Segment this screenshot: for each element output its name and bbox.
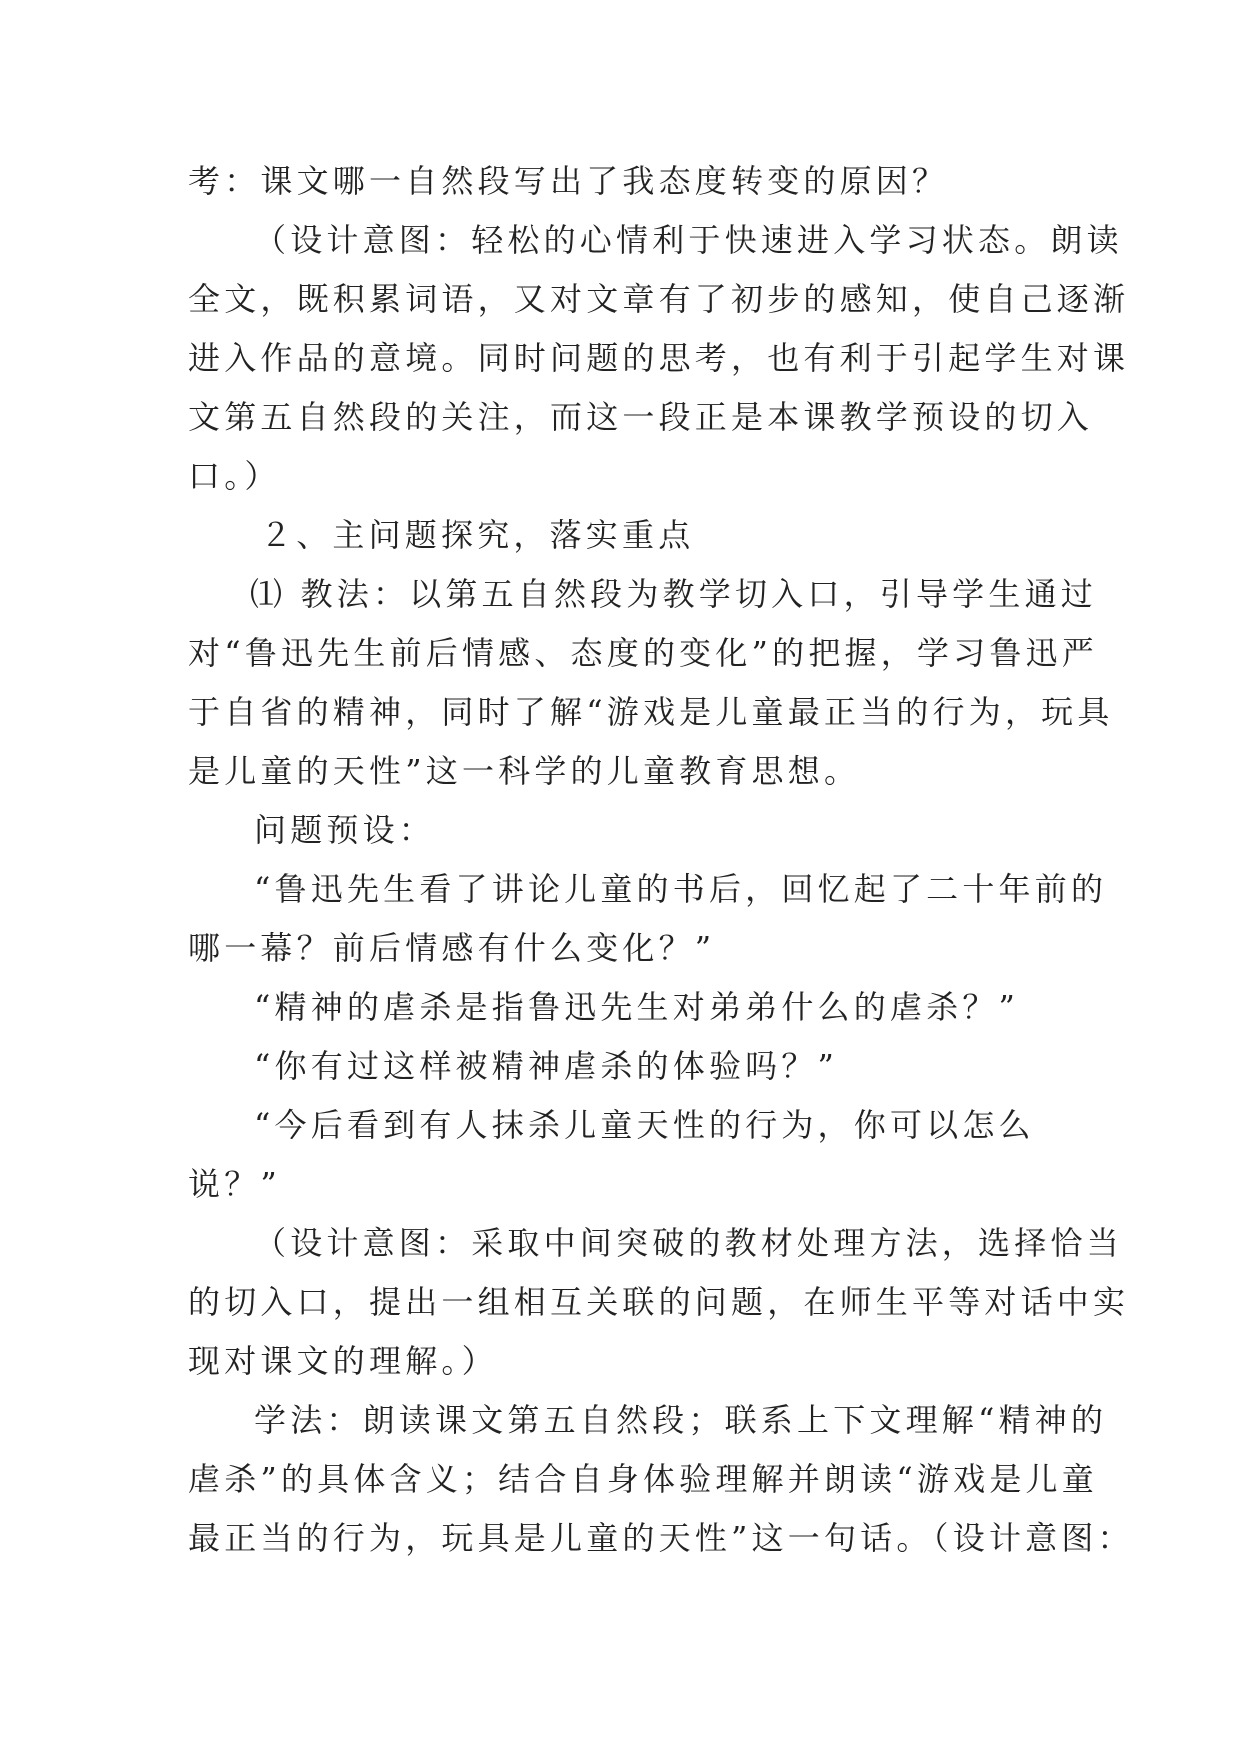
text-line: 于自省的精神，同时了解“游戏是儿童最正当的行为，玩具 — [188, 693, 1114, 731]
text-line: 口。） — [188, 457, 281, 495]
text-line: 虐杀”的具体含义；结合自身体验理解并朗读“游戏是儿童 — [188, 1460, 1098, 1498]
text-line: 学法：朗读课文第五自然段；联系上下文理解“精神的 — [254, 1401, 1108, 1439]
document-body — [188, 152, 1134, 1568]
text-line: “今后看到有人抹杀儿童天性的行为，你可以怎么 — [254, 1106, 1035, 1144]
text-line: 对“鲁迅先生前后情感、态度的变化”的把握，学习鲁迅严 — [188, 634, 1098, 672]
text-line: 进入作品的意境。同时问题的思考，也有利于引起学生对课 — [188, 339, 1130, 377]
text-line: 说？” — [188, 1165, 281, 1203]
text-line: ⑴ 教法：以第五自然段为教学切入口，引导学生通过 — [250, 575, 1097, 613]
text-line: （设计意图：轻松的心情利于快速进入学习状态。朗读 — [254, 221, 1123, 259]
section-heading: ２、主问题探究，落实重点 — [260, 516, 695, 554]
text-line: （设计意图：采取中间突破的教材处理方法，选择恰当 — [254, 1224, 1123, 1262]
text-line: 的切入口，提出一组相互关联的问题，在师生平等对话中实 — [188, 1283, 1130, 1321]
text-line: “鲁迅先生看了讲论儿童的书后，回忆起了二十年前的 — [254, 870, 1108, 908]
text-line: 全文，既积累词语，又对文章有了初步的感知，使自己逐渐 — [188, 280, 1130, 318]
text-line: 文第五自然段的关注，而这一段正是本课教学预设的切入 — [188, 398, 1094, 436]
text-line: “精神的虐杀是指鲁迅先生对弟弟什么的虐杀？” — [254, 988, 1020, 1026]
text-line: 问题预设： — [254, 811, 436, 849]
text-line: 哪一幕？前后情感有什么变化？” — [188, 929, 716, 967]
text-line: “你有过这样被精神虐杀的体验吗？” — [254, 1047, 839, 1085]
text-line: 是儿童的天性”这一科学的儿童教育思想。 — [188, 752, 861, 790]
text-line: 最正当的行为，玩具是儿童的天性”这一句话。（设计意图： — [188, 1519, 1134, 1557]
text-line: 考：课文哪一自然段写出了我态度转变的原因？ — [188, 162, 949, 200]
text-line: 现对课文的理解。） — [188, 1342, 498, 1380]
